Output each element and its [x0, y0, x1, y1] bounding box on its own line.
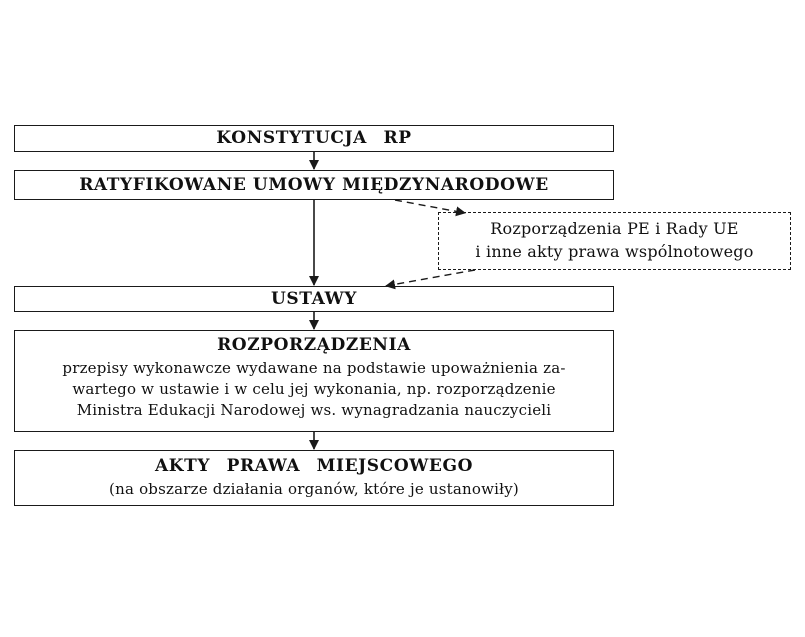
- rozporzadzenia-box: [14, 330, 614, 432]
- eu-law-line-2: i inne akty prawa wspólnotowego: [475, 242, 754, 261]
- akty-prawa-miejscowego-subtitle: (na obszarze działania organów, które je ustanowiły): [109, 480, 519, 498]
- rozporzadzenia-desc-line-3: Ministra Edukacji Narodowej ws. wynagradzania nauczycieli: [76, 401, 552, 419]
- ratyfikowane-umowy-box: [14, 170, 614, 200]
- ustawy-box: [14, 286, 614, 312]
- akty-prawa-miejscowego-title: AKTY PRAWA MIEJSCOWEGO: [155, 456, 473, 476]
- konstytucja-box: [14, 125, 614, 152]
- eu-law-box: [438, 212, 791, 270]
- rozporzadzenia-title: ROZPORZĄDZENIA: [217, 335, 411, 355]
- konstytucja-title: KONSTYTUCJA RP: [216, 128, 412, 148]
- ustawy-title: USTAWY: [271, 289, 357, 309]
- akty-prawa-miejscowego-box: [14, 450, 614, 506]
- ratyfikowane-umowy-title: RATYFIKOWANE UMOWY MIĘDZYNARODOWE: [79, 175, 549, 195]
- dashed-arrow-eu-to-ustawy: [386, 270, 475, 286]
- eu-law-line-1: Rozporządzenia PE i Rady UE: [490, 219, 739, 238]
- rozporzadzenia-desc-line-2: wartego w ustawie i w celu jej wykonania, np. rozporządzenie: [72, 380, 556, 398]
- rozporzadzenia-desc-line-1: przepisy wykonawcze wydawane na podstawie upoważnienia za-: [62, 359, 566, 377]
